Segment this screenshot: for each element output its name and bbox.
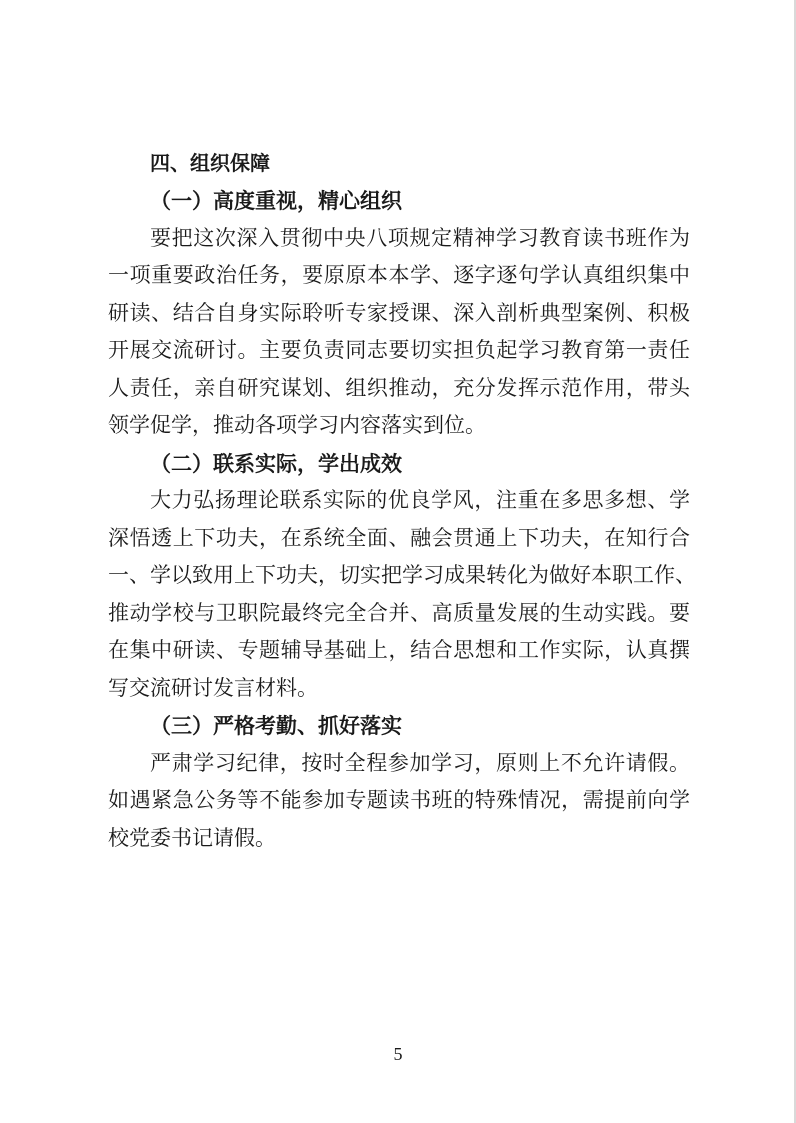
- paragraph-line: 写交流研讨发言材料。: [108, 675, 318, 700]
- subsection-heading-1: （一）高度重视，精心组织: [150, 188, 402, 213]
- paragraph-line: 深悟透上下功夫，在系统全面、融会贯通上下功夫，在知行合: [108, 525, 690, 550]
- paragraph-line: 校党委书记请假。: [108, 825, 276, 850]
- paragraph-line: 如遇紧急公务等不能参加专题读书班的特殊情况，需提前向学: [108, 788, 690, 812]
- paragraph-line: 在集中研读、专题辅导基础上，结合思想和工作实际，认真撰: [108, 638, 690, 662]
- paragraph-line: 严肃学习纪律，按时全程参加学习，原则上不允许请假。: [150, 750, 690, 775]
- page-number: 5: [393, 1044, 403, 1064]
- paragraph-line: 开展交流研讨。主要负责同志要切实担负起学习教育第一责任: [108, 338, 690, 362]
- paragraph-line: 人责任，亲自研究谋划、组织推动，充分发挥示范作用，带头: [108, 375, 690, 400]
- paragraph-line: 研读、结合自身实际聆听专家授课、深入剖析典型案例、积极: [108, 300, 690, 325]
- paragraph-line: 大力弘扬理论联系实际的优良学风，注重在多思多想、学: [150, 488, 690, 512]
- document-body: [108, 145, 696, 857]
- paragraph-line: 要把这次深入贯彻中央八项规定精神学习教育读书班作为: [150, 225, 690, 250]
- subsection-heading-3: （三）严格考勤、抓好落实: [150, 713, 402, 738]
- paragraph-line: 领学促学，推动各项学习内容落实到位。: [108, 413, 486, 437]
- subsection-heading-2: （二）联系实际，学出成效: [150, 450, 402, 476]
- paragraph-line: 推动学校与卫职院最终完全合并、高质量发展的生动实践。要: [108, 600, 690, 625]
- paragraph-line: 一项重要政治任务，要原原本本学、逐字逐句学认真组织集中: [108, 263, 690, 287]
- paragraph-line: 一、学以致用上下功夫，切实把学习成果转化为做好本职工作、: [108, 563, 696, 587]
- section-title: 四、组织保障: [150, 151, 270, 175]
